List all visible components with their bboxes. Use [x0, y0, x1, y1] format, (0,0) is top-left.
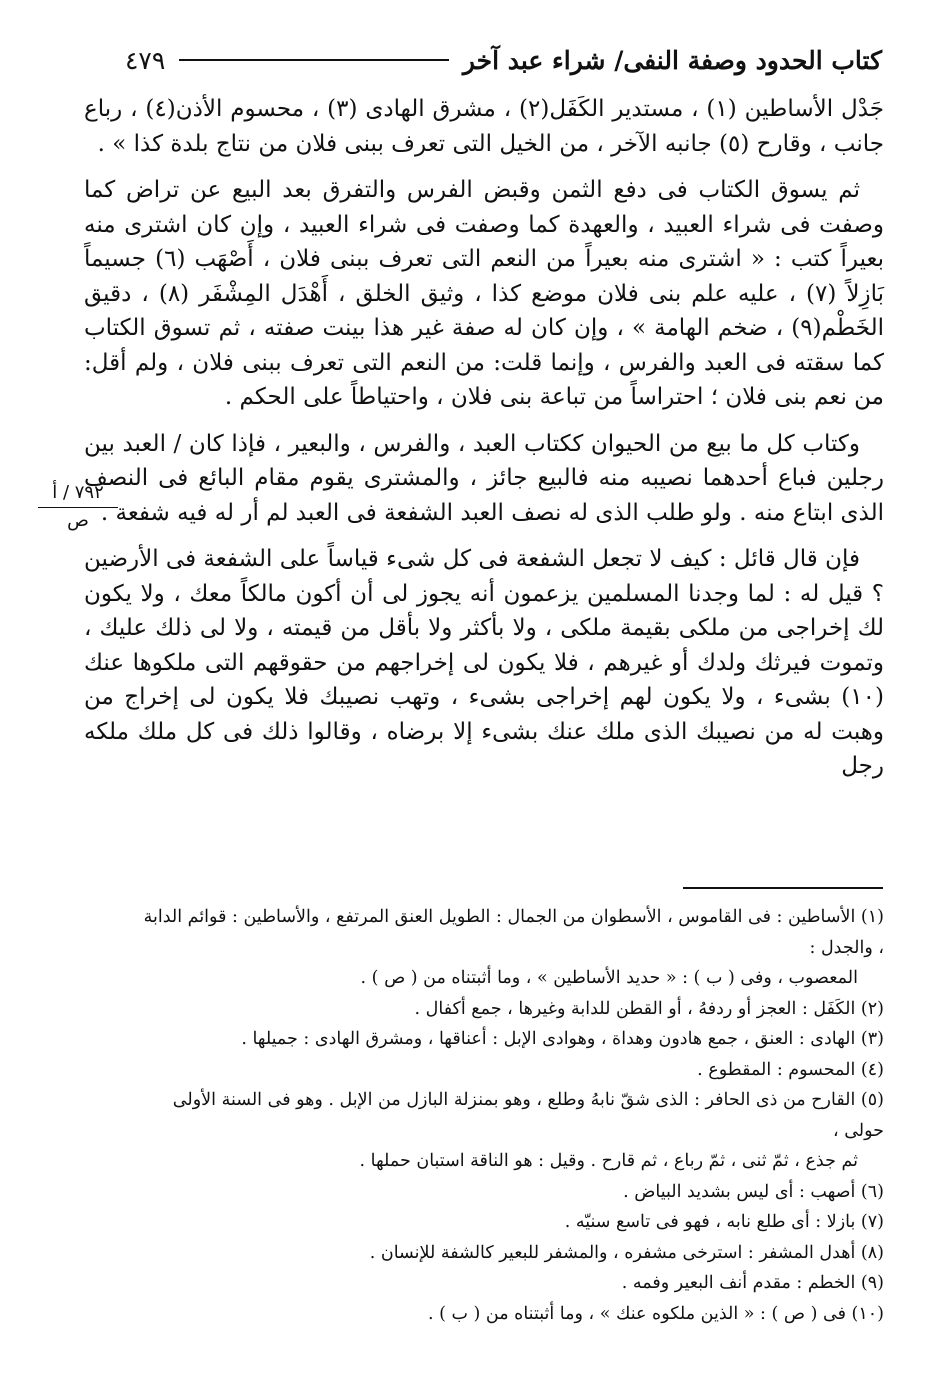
footnote-10	[140, 1299, 884, 1330]
manuscript-symbol: ص	[67, 510, 89, 531]
paragraph: فإن قال قائل : كيف لا تجعل الشفعة فى كل شىء قياساً على الشفعة فى الأرضين ؟ قيل له : لما وجدنا المسلمين يزعمون أنه يجوز لى أن أكون مالكاً معك ، ولا يكون لك إخراجى من ملكى بقيمة ملكى ، ولا بأكثر ولا بأقل من قيمته ، ولا لى ذلك عليك ، وتموت فيرثك ولدك أو غيرهم ، فلا يكون لى إخراجهم من حقوقهم التى ملكوها عنك (١٠) بشىء ، ولا يكون لهم إخراجى بشىء ، وتهب نصيبك فلا يكون لى إخراج من وهبت له من نصيبك الذى ملك عنك بشىء إلا برضاه ، وقالوا ذلك فى كل ملك ملكه رجل	[84, 546, 885, 779]
paragraph: جَدْل الأساطين (١) ، مستدير الكَفَل(٢) ، مشرق الهادى (٣) ، محسوم الأذن(٤) ، رباع جانب ، وقارح (٥) جانبه الآخر ، من الخيل التى تعرف ببنى فلان من نتاج بلدة كذا » .	[84, 96, 885, 157]
footnote-1	[140, 902, 884, 994]
footnote-6	[140, 1177, 884, 1208]
footnote-line: (٥) القارح من ذى الحافر : الذى شقّ نابهُ وطلع ، وهو بمنزلة البازل من الإبل . وهو فى السنة الأولى حولى ،	[172, 1090, 884, 1141]
footnote-2	[140, 994, 884, 1025]
header-rule	[179, 59, 449, 61]
paragraph: وكتاب كل ما بيع من الحيوان ككتاب العبد ، والفرس ، والبعير ، فإذا كان / العبد بين رجلين فباع أحدهما نصيبه منه فالبيع جائز ، والمشترى يقوم مقام البائع فى النصف الذى ابتاع منه . ولو طلب الذى له نصف العبد الشفعة فى العبد لم أر له فيه شفعة .	[84, 430, 884, 526]
page-number: ٤٧٩	[125, 45, 166, 75]
footnote-line: (٧) بازلا : أى طلع نابه ، فهو فى تاسع سنيّه .	[564, 1212, 884, 1232]
footnote-5	[140, 1085, 884, 1177]
manuscript-margin-note	[38, 482, 118, 531]
footnote-line: (١٠) فى ( ص ) : « الذين ملكوه عنك » ، وما أثبتناه من ( ب ) .	[427, 1303, 884, 1324]
footnote-9	[140, 1268, 884, 1299]
footnote-line: المعصوب ، وفى ( ب ) : « حديد الأساطين » ، وما أثبتناه من ( ص ) .	[360, 968, 858, 988]
footnote-line: (٩) الخطم : مقدم أنف البعير وفمه .	[621, 1273, 884, 1293]
manuscript-folio-ref: ٧٩٢ / أ	[38, 482, 118, 508]
footnote-separator	[683, 887, 883, 889]
footnote-line: (٣) الهادى : العنق ، جمع هادون وهداة ، وهوادى الإبل : أعناقها ، ومشرق الهادى : جميلها .	[241, 1029, 884, 1049]
footnote-line: (٨) أهدل المشفر : استرخى مشفره ، والمشفر للبعير كالشفة للإنسان .	[369, 1242, 884, 1263]
footnote-line: ثم جذع ، ثمّ ثنى ، ثمّ رباع ، ثم قارح . وقيل : هو الناقة استبان حملها .	[359, 1151, 858, 1171]
footnote-line: (١) الأساطين : فى القاموس ، الأسطوان من الجمال : الطويل العنق المرتفع ، والأساطين : قوائم الدابة ، والجدل :	[143, 907, 884, 958]
footnote-line: (٦) أصهب : أى ليس بشديد البياض .	[623, 1181, 884, 1202]
main-text	[84, 92, 884, 784]
footnote-8	[140, 1238, 884, 1269]
footnote-7	[140, 1207, 884, 1238]
chapter-title: كتاب الحدود وصفة النفى/ شراء عبد آخر	[462, 45, 882, 75]
running-header	[125, 38, 882, 82]
footnote-line: (٤) المحسوم : المقطوع .	[697, 1059, 884, 1080]
footnote-3	[140, 1024, 884, 1055]
footnote-line: (٢) الكَفَل : العجز أو ردفهُ ، أو القطن للدابة وغيرها ، جمع أكفال .	[414, 998, 884, 1019]
footnotes	[140, 902, 884, 1329]
footnote-4	[140, 1055, 884, 1086]
paragraph: ثم يسوق الكتاب فى دفع الثمن وقبض الفرس والتفرق بعد البيع عن تراض كما وصفت فى شراء العبيد ، والعهدة كما وصفت فى شراء العبيد ، وإن كان اشترى منه بعيراً كتب : « اشترى منه بعيراً من النعم التى تعرف ببنى فلان ، أَصْهَب (٦) جسيماً بَازِلاً (٧) ، عليه علم بنى فلان موضع كذا ، وثيق الخلق ، أَهْدَل المِشْفَر (٨) ، دقيق الخَطْم(٩) ، ضخم الهامة » ، وإن كان له صفة غير هذا بينت صفته ، ثم تسوق الكتاب كما سقته فى العبد والفرس ، وإنما قلت: من النعم التى تعرف ببنى فلان ، ولم أقل: من نعم بنى فلان ؛ احتراساً من تباعة بنى فلان ، واحتياطاً على الحكم .	[84, 177, 885, 410]
